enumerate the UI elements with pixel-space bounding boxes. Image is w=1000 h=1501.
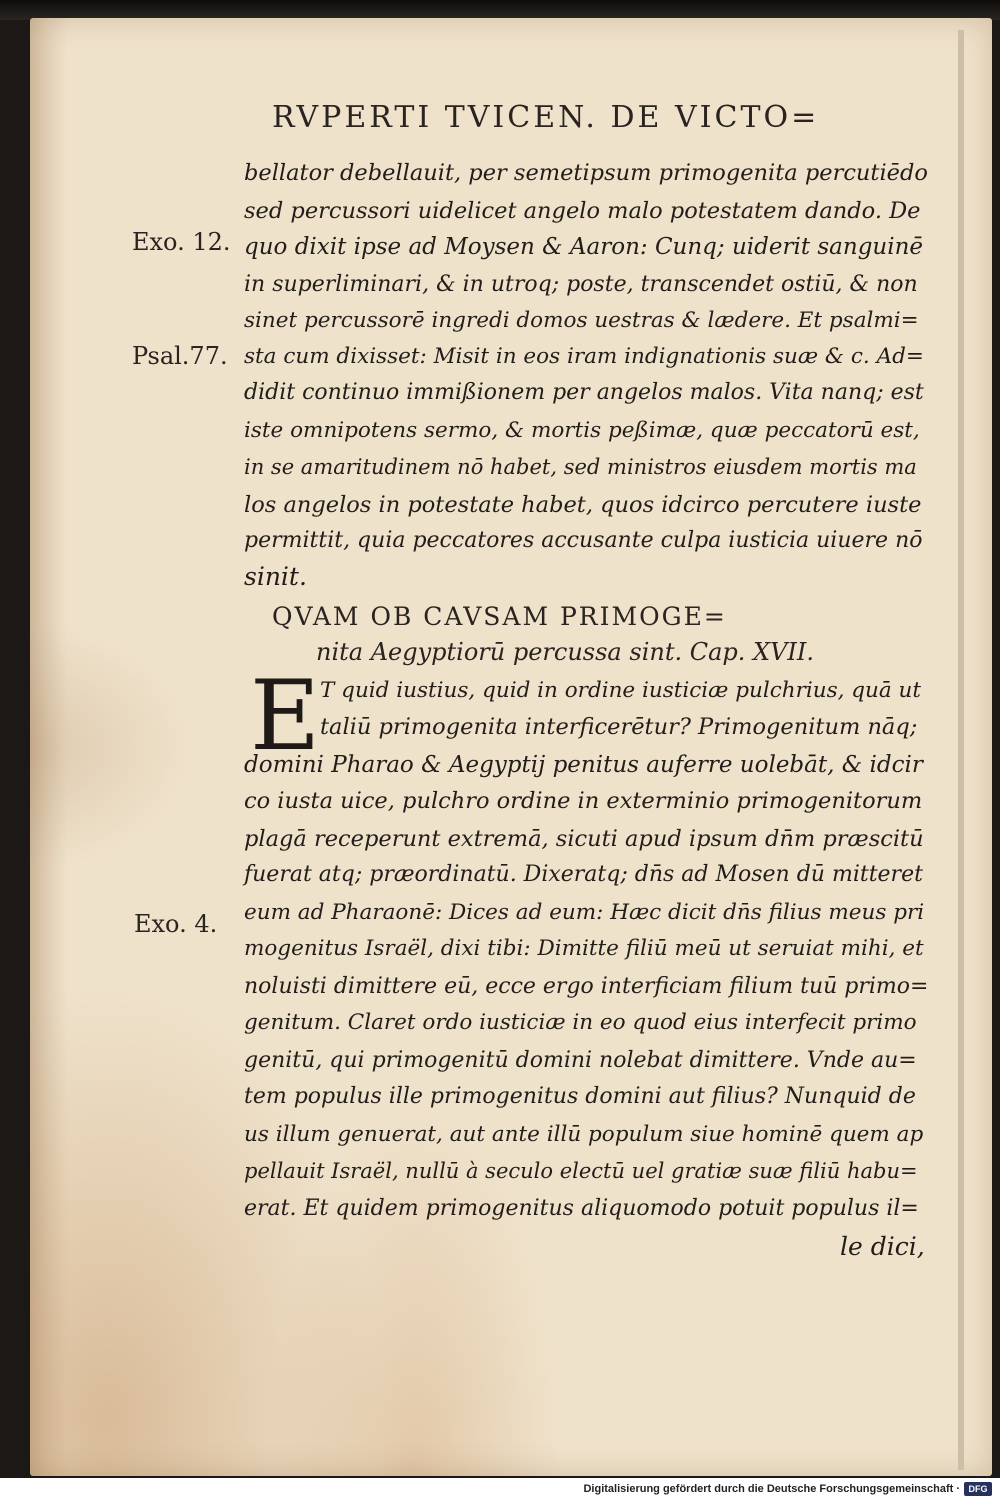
text-line: permittit, quia peccatores accusante culpa iusticia uiuere nō [244,528,923,553]
text-line: mogenitus Israël, dixi tibi: Dimitte filiū meū ut seruiat mihi, et [244,936,924,961]
text-line: plagā receperunt extremā, sicuti apud ipsum dn̄m præscitū [244,826,924,852]
margin-note: Exo. 12. [132,228,231,256]
text-line: sinet percussorē ingredi domos uestras & lædere. Et psalmi= [244,308,919,333]
text-line: iste omnipotens sermo, & mortis peßimæ, quæ peccatorū est, [244,418,920,443]
text-line: in superliminari, & in utroq; poste, transcendet ostiū, & non [244,272,918,297]
margin-note: Psal.77. [132,342,228,370]
text-line: genitū, qui primogenitū domini nolebat dimittere. Vnde au= [244,1048,917,1073]
text-line: fuerat atq; præordinatū. Dixeratq; dn̄s ad Mosen dū mitteret [244,862,923,887]
text-line: T quid iustius, quid in ordine iusticiæ pulchrius, quā ut [320,678,922,703]
page-edge [958,30,964,1470]
text-line: eum ad Pharaonē: Dices ad eum: Hæc dicit dn̄s filius meus pri [244,900,925,925]
text-line: erat. Et quidem primogenitus aliquomodo potuit populus il= [244,1196,919,1221]
drop-cap-initial: E [250,660,321,772]
text-line: didit continuo immißionem per angelos malos. Vita nanq; est [244,380,924,405]
chapter-subheading: nita Aegyptiorū percussa sint. Cap. XVII. [316,638,815,666]
text-line: co iusta uice, pulchro ordine in exterminio primogenitorum [244,788,923,814]
text-line: sed percussori uidelicet angelo malo potestatem dando. De [244,198,921,224]
book-spine-edge [0,0,1000,20]
text-line: quo dixit ipse ad Moysen & Aaron: Cunq; uiderit sanguinē [244,234,924,260]
text-line: sinit. [244,562,307,591]
text-line: in se amaritudinem nō habet, sed ministros eiusdem mortis ma [244,455,917,479]
text-line: tem populus ille primogenitus domini aut filius? Nunquid de [244,1084,916,1109]
text-line: noluisti dimittere eū, ecce ergo interficiam filium tuū primo= [244,974,929,999]
text-line: domini Pharao & Aegyptij penitus auferre uolebāt, & idcir [244,752,923,778]
text-line: genitum. Claret ordo iusticiæ in eo quod eius interfecit primo [244,1010,917,1035]
text-line: bellator debellauit, per semetipsum primogenita percutiēdo [244,160,928,186]
footer-credit: Digitalisierung gefördert durch die Deutsche Forschungsgemeinschaft · [583,1483,960,1495]
text-line: sta cum dixisset: Misit in eos iram indignationis suæ & c. Ad= [244,344,924,369]
text-line: los angelos in potestate habet, quos idcirco percutere iuste [244,492,922,518]
chapter-heading: QVAM OB CAVSAM PRIMOGE= [272,602,727,631]
text-line: taliū primogenita interficerētur? Primogenitum nāq; [320,714,918,740]
running-head: RVPERTI TVICEN. DE VICTO= [272,100,820,135]
margin-note: Exo. 4. [134,910,218,938]
text-line-catchword: le dici, [840,1232,925,1261]
text-line: pellauit Israël, nullū à seculo electū uel gratiæ suæ filiū habu= [244,1159,918,1183]
text-line: us illum genuerat, aut ante illū populum siue hominē quem ap [244,1122,924,1147]
dfg-logo: DFG [964,1482,992,1496]
